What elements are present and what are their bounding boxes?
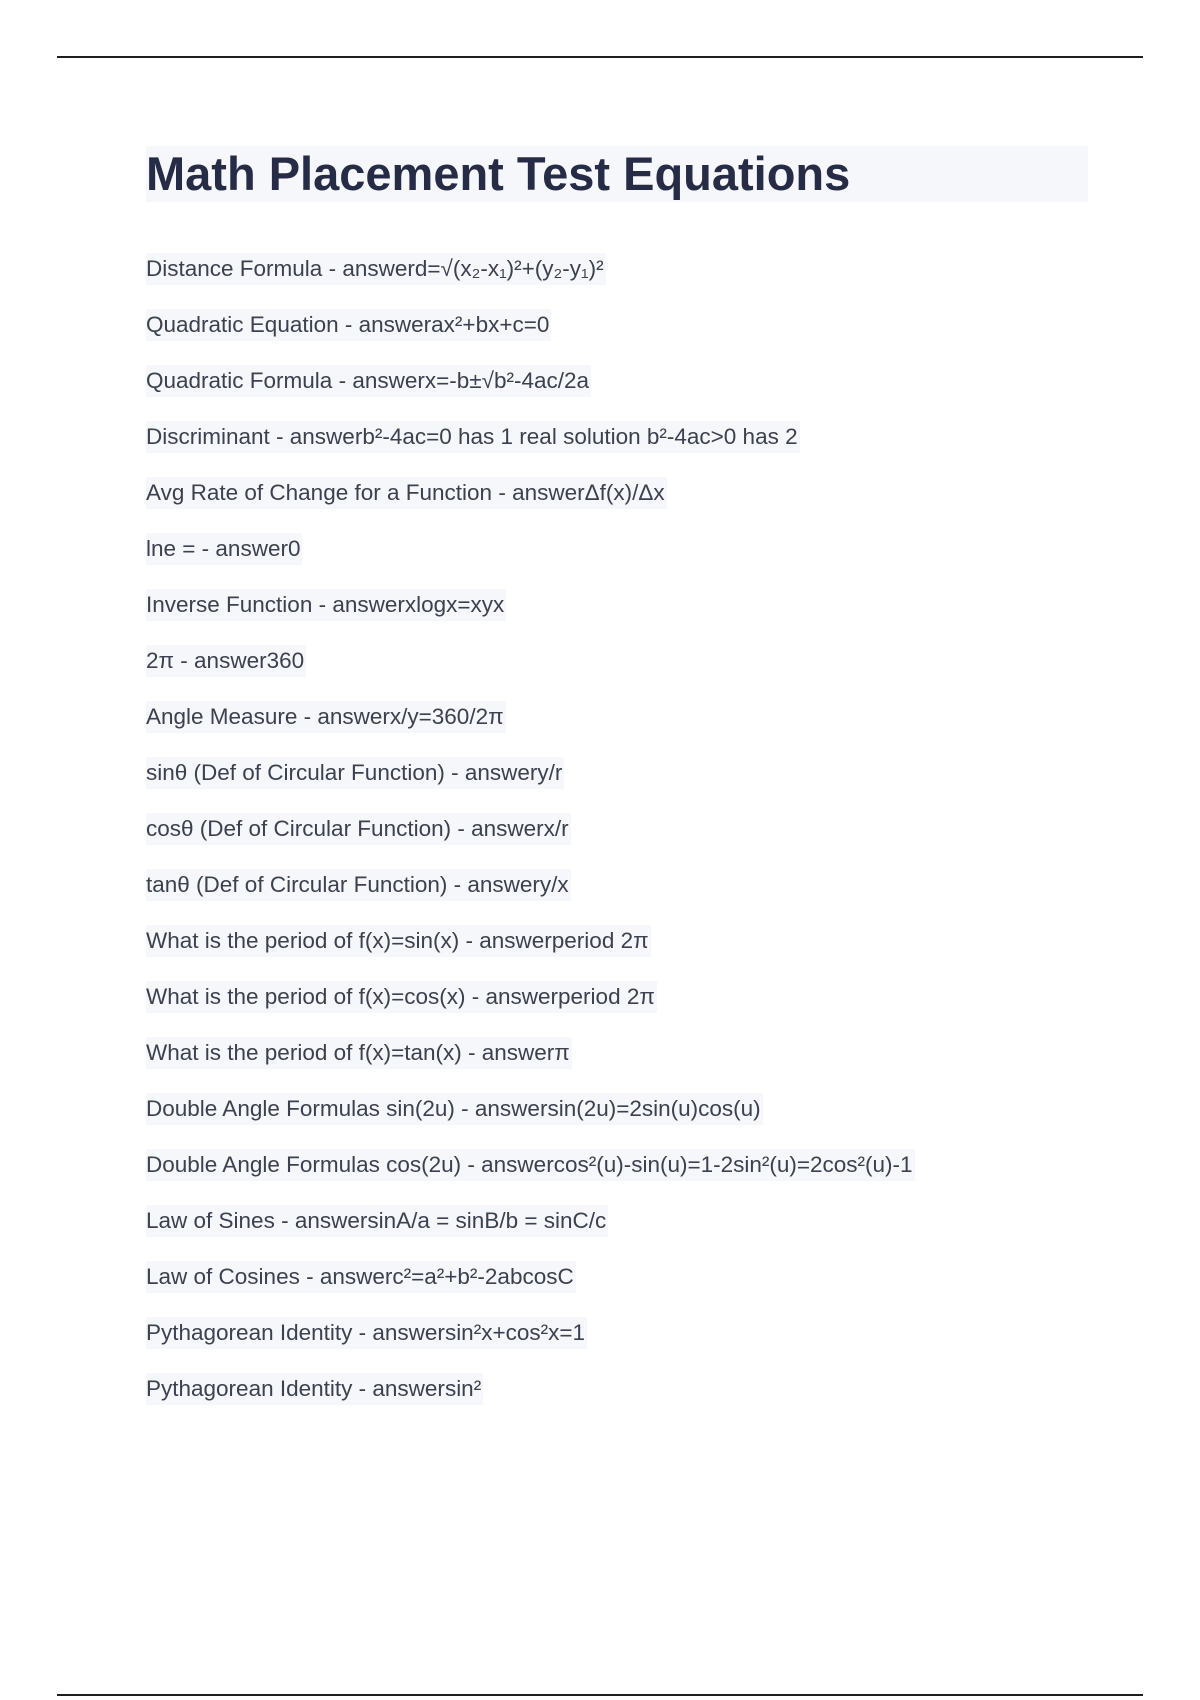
separator-text: -	[332, 368, 353, 393]
term-text: What is the period of f(x)=tan(x)	[146, 1040, 462, 1065]
answer-text: x=-b±√b²-4ac/2a	[424, 368, 590, 393]
answer-text: period 2π	[558, 984, 655, 1009]
qa-line	[146, 589, 506, 621]
qa-line	[146, 1261, 576, 1293]
qa-line	[146, 813, 571, 845]
term-text: Inverse Function	[146, 592, 313, 617]
separator-text: -	[461, 1040, 482, 1065]
answer-prefix: answer	[512, 480, 585, 505]
list-item	[146, 589, 915, 645]
term-text: cosθ (Def of Circular Function)	[146, 816, 452, 841]
answer-text: period 2π	[551, 928, 649, 953]
answer-prefix: answer	[194, 648, 267, 673]
answer-text: b²-4ac=0 has 1 real solution b²-4ac>0 has 2	[362, 424, 798, 449]
answer-text: sin²x+cos²x=1	[444, 1320, 585, 1345]
answer-prefix: answer	[372, 1376, 445, 1401]
answer-prefix: answer	[294, 1208, 368, 1233]
list-item	[146, 1373, 915, 1429]
answer-text: x/r	[543, 816, 569, 841]
qa-line	[146, 1373, 483, 1405]
answer-text: cos²(u)-sin(u)=1-2sin²(u)=2cos²(u)-1	[553, 1152, 913, 1177]
answer-text: Δf(x)/Δx	[584, 480, 665, 505]
list-item	[146, 253, 915, 309]
answer-text: 0	[287, 536, 301, 561]
separator-text: -	[492, 480, 513, 505]
term-text: What is the period of f(x)=cos(x)	[146, 984, 466, 1009]
answer-prefix: answer	[352, 368, 425, 393]
answer-prefix: answer	[289, 424, 363, 449]
separator-text: -	[352, 1320, 373, 1345]
answer-prefix: answer	[474, 1096, 548, 1121]
list-item	[146, 1149, 915, 1205]
list-item	[146, 1317, 915, 1373]
answer-text: π	[554, 1040, 570, 1065]
list-item	[146, 477, 915, 533]
term-text: Pythagorean Identity	[146, 1320, 353, 1345]
term-text: Quadratic Formula	[146, 368, 333, 393]
separator-text: -	[465, 984, 486, 1009]
list-item	[146, 1037, 915, 1093]
qa-line	[146, 533, 302, 565]
qa-line	[146, 981, 657, 1013]
answer-text: xlogx=xyx	[404, 592, 505, 617]
term-text: Double Angle Formulas cos(2u)	[146, 1152, 462, 1177]
page-title: Math Placement Test Equations	[146, 147, 851, 200]
term-text: Law of Sines	[146, 1208, 275, 1233]
list-item	[146, 701, 915, 757]
qa-line	[146, 421, 800, 453]
separator-text: -	[459, 928, 480, 953]
separator-text: -	[195, 536, 216, 561]
answer-prefix: answer	[464, 760, 538, 785]
qa-line	[146, 1149, 915, 1181]
list-item	[146, 365, 915, 421]
answer-prefix: answer	[467, 872, 540, 897]
term-text: Quadratic Equation	[146, 312, 339, 337]
qa-line	[146, 1037, 572, 1069]
qa-line	[146, 645, 306, 677]
answer-text: ax²+bx+c=0	[431, 312, 550, 337]
term-text: Double Angle Formulas sin(2u)	[146, 1096, 455, 1121]
answer-prefix: answer	[317, 704, 390, 729]
separator-text: -	[444, 760, 465, 785]
separator-text: -	[447, 872, 468, 897]
answer-prefix: answer	[479, 928, 552, 953]
answer-prefix: answer	[481, 1040, 555, 1065]
list-item	[146, 1093, 915, 1149]
list-item	[146, 925, 915, 981]
answer-prefix: answer	[372, 1320, 445, 1345]
separator-text: -	[338, 312, 359, 337]
answer-text: x/y=360/2π	[389, 704, 504, 729]
separator-text: -	[454, 1096, 475, 1121]
term-text: Discriminant	[146, 424, 270, 449]
qa-line	[146, 1205, 608, 1237]
answer-prefix: answer	[342, 256, 415, 281]
list-item	[146, 1205, 915, 1261]
answer-prefix: answer	[471, 816, 544, 841]
answer-prefix: answer	[485, 984, 559, 1009]
answer-prefix: answer	[358, 312, 432, 337]
list-item	[146, 981, 915, 1037]
list-item	[146, 869, 915, 925]
answer-prefix: answer	[332, 592, 405, 617]
list-item	[146, 533, 915, 589]
separator-text: -	[461, 1152, 482, 1177]
term-text: sinθ (Def of Circular Function)	[146, 760, 445, 785]
qa-line	[146, 701, 506, 733]
top-rule	[57, 56, 1143, 58]
term-text: 2π	[146, 648, 175, 673]
separator-text: -	[451, 816, 472, 841]
separator-text: -	[297, 704, 318, 729]
answer-prefix: answer	[215, 536, 288, 561]
term-text: tanθ (Def of Circular Function)	[146, 872, 448, 897]
qa-line	[146, 309, 551, 341]
separator-text: -	[352, 1376, 373, 1401]
answer-text: c²=a²+b²-2abcosC	[392, 1264, 574, 1289]
term-text: Distance Formula	[146, 256, 323, 281]
answer-text: y/r	[537, 760, 563, 785]
list-item	[146, 813, 915, 869]
separator-text: -	[174, 648, 195, 673]
answer-text: d=√(x₂-x₁)²+(y₂-y₁)²	[414, 256, 604, 281]
term-text: What is the period of f(x)=sin(x)	[146, 928, 460, 953]
list-item	[146, 421, 915, 477]
qa-line	[146, 757, 564, 789]
term-text: Avg Rate of Change for a Function	[146, 480, 493, 505]
answer-text: sin²	[444, 1376, 482, 1401]
separator-text: -	[274, 1208, 295, 1233]
term-text: Angle Measure	[146, 704, 298, 729]
answer-text: y/x	[539, 872, 569, 897]
list-item	[146, 1261, 915, 1317]
answer-text: 360	[266, 648, 305, 673]
qa-line	[146, 925, 651, 957]
answer-prefix: answer	[319, 1264, 393, 1289]
qa-line	[146, 1317, 587, 1349]
separator-text: -	[322, 256, 343, 281]
list-item	[146, 309, 915, 365]
bottom-rule	[57, 1694, 1143, 1696]
answer-prefix: answer	[481, 1152, 554, 1177]
qa-line	[146, 253, 606, 285]
qa-list	[146, 253, 915, 1429]
separator-text: -	[299, 1264, 320, 1289]
term-text: Pythagorean Identity	[146, 1376, 353, 1401]
answer-text: sin(2u)=2sin(u)cos(u)	[547, 1096, 761, 1121]
qa-line	[146, 869, 571, 901]
answer-text: sinA/a = sinB/b = sinC/c	[367, 1208, 607, 1233]
term-text: lne =	[146, 536, 196, 561]
separator-text: -	[312, 592, 333, 617]
list-item	[146, 645, 915, 701]
term-text: Law of Cosines	[146, 1264, 300, 1289]
separator-text: -	[269, 424, 290, 449]
qa-line	[146, 477, 667, 509]
list-item	[146, 757, 915, 813]
qa-line	[146, 365, 591, 397]
qa-line	[146, 1093, 763, 1125]
